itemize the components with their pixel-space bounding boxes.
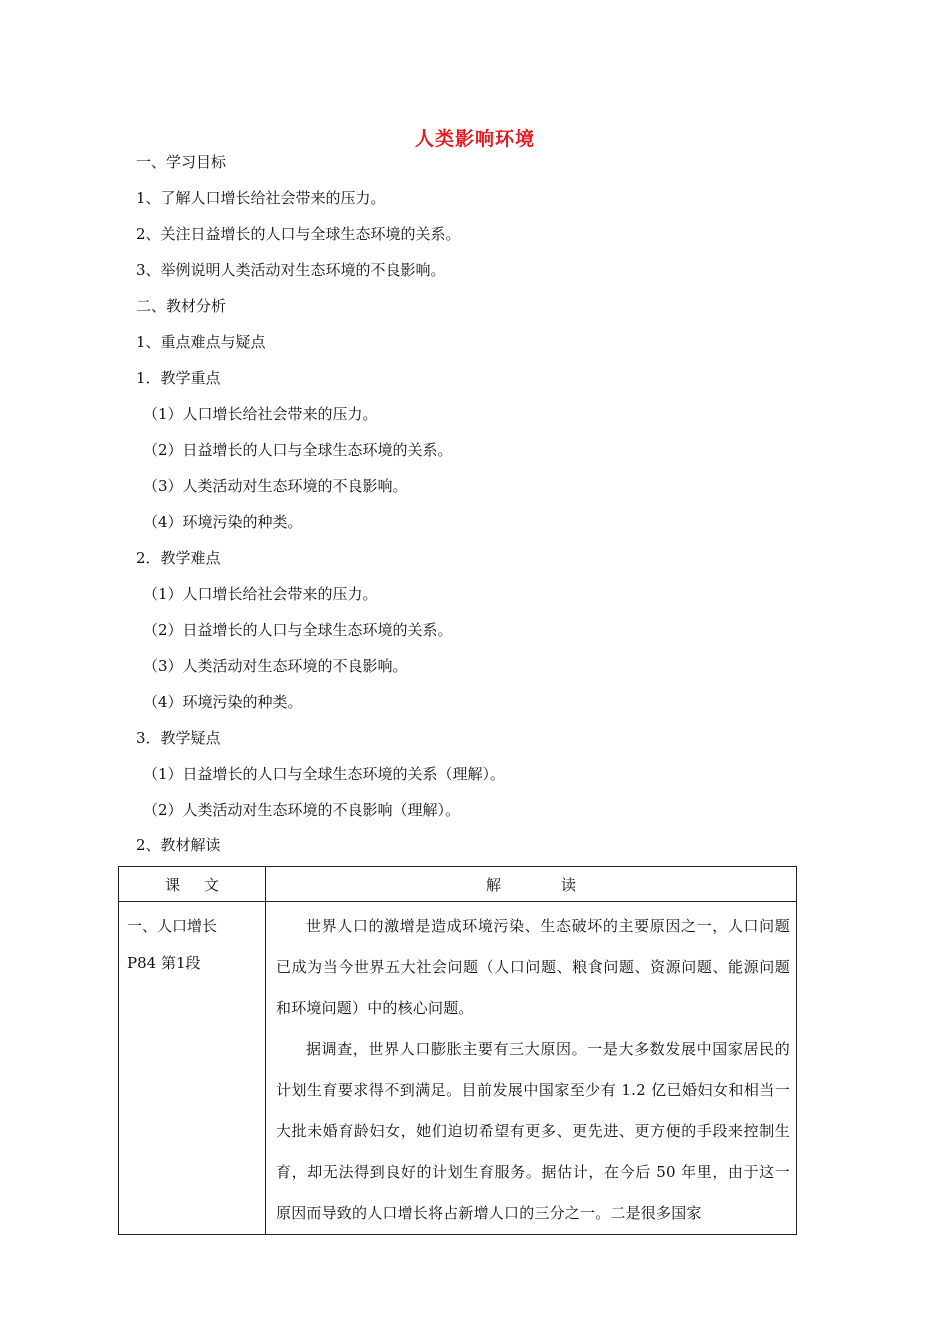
subsection-heading: 2．教学难点: [136, 549, 221, 567]
table-header-row: [119, 867, 797, 902]
objective-item: 2、关注日益增长的人口与全球生态环境的关系。: [136, 225, 461, 243]
list-item: （4）环境污染的种类。: [143, 693, 303, 711]
table-row: [119, 902, 797, 1235]
list-item: （1）人口增长给社会带来的压力。: [143, 585, 378, 603]
header-cell-text: 课文: [119, 867, 266, 902]
header-cell-reading: 解读: [266, 867, 797, 902]
list-item: （3）人类活动对生态环境的不良影响。: [143, 657, 408, 675]
objective-item: 1、了解人口增长给社会带来的压力。: [136, 189, 386, 207]
subsection-heading: 2、教材解读: [136, 836, 221, 854]
subsection-heading: 3．教学疑点: [136, 729, 221, 747]
list-item: （1）人口增长给社会带来的压力。: [143, 405, 378, 423]
list-item: （2）人类活动对生态环境的不良影响（理解）。: [143, 801, 461, 819]
section-heading-analysis: 二、教材分析: [136, 297, 227, 315]
list-item: （2）日益增长的人口与全球生态环境的关系。: [143, 621, 453, 639]
page-title: 人类影响环境: [414, 128, 535, 150]
textbook-reading-table: [118, 866, 797, 1235]
list-item: （3）人类活动对生态环境的不良影响。: [143, 477, 408, 495]
reference-page-label: P84 第1段: [127, 954, 201, 972]
reference-section-label: 一、人口增长: [127, 917, 218, 935]
reading-paragraph: 世界人口的激增是造成环境污染、生态破坏的主要原因之一，人口问题已成为当今世界五大社会问题（人口问题、粮食问题、资源问题、能源问题和环境问题）中的核心问题。: [276, 917, 790, 1017]
text-reference-cell: [119, 902, 266, 1235]
reading-paragraph: 据调查，世界人口膨胀主要有三大原因。一是大多数发展中国家居民的计划生育要求得不到满足。目前发展中国家至少有 1.2 亿已婚妇女和相当一大批未婚育龄妇女，她们迫切希望有更多、更先进、更方便的手段来控制生育，却无法得到良好的计划生育服务。据估计，在今后 50 年里，由于这一原因而导致的人口增长将占新增人口的三分之一。二是很多国家: [276, 1040, 790, 1222]
list-item: （2）日益增长的人口与全球生态环境的关系。: [143, 441, 453, 459]
list-item: （4）环境污染的种类。: [143, 513, 303, 531]
reading-cell: [266, 902, 797, 1235]
objective-item: 3、举例说明人类活动对生态环境的不良影响。: [136, 261, 446, 279]
subsection-heading: 1、重点难点与疑点: [136, 333, 266, 351]
section-heading-objectives: 一、学习目标: [136, 153, 227, 171]
list-item: （1）日益增长的人口与全球生态环境的关系（理解）。: [143, 765, 506, 783]
subsection-heading: 1．教学重点: [136, 369, 221, 387]
